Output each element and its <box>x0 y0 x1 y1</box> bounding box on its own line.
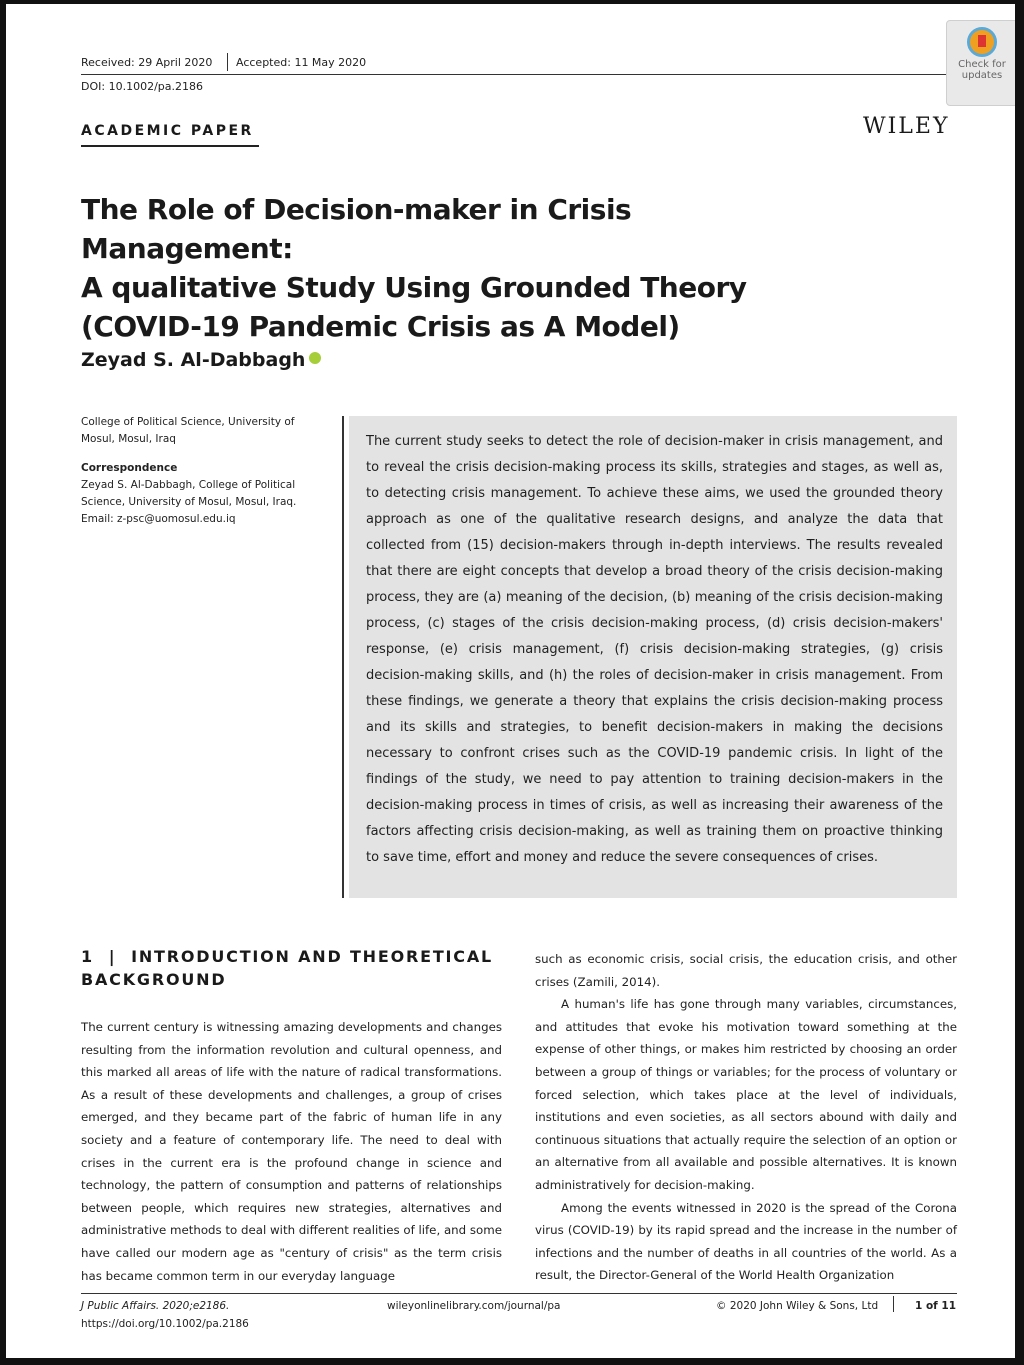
section-label: ACADEMIC PAPER <box>81 123 254 139</box>
publisher-logo: WILEY <box>863 114 950 139</box>
author-name: Zeyad S. Al-Dabbagh <box>81 349 306 371</box>
footer-journal: J Public Affairs. 2020;e2186. <box>81 1300 230 1312</box>
section-heading <box>81 945 521 991</box>
body-paragraph: The current century is witnessing amazing developments and changes resulting from the information revolution and cultural openness, and this marked all areas of life with the nature of radical transformations. As a result of these developments and challenges, a group of crises emerged, and they became part of the fabric of human life in any society and a feature of contemporary life. The need to deal with crises in the current era is the profound change in science and technology, the pattern of consumption and patterns of relationships between people, which requires new strategies, alternatives and administrative methods to deal with different realities of life, and some have called our modern age as "century of crisis" as the term crisis has became common term in our everyday language <box>81 1020 502 1283</box>
body-paragraph: Among the events witnessed in 2020 is the spread of the Corona virus (COVID-19) by its rapid spread and the increase in the number of infections and the number of deaths in all countries of the world. As a result, the Director-General of the World Health Organization <box>535 1200 957 1283</box>
header-rule <box>81 74 946 75</box>
affiliation-block <box>81 414 311 528</box>
abstract: The current study seeks to detect the role of decision-maker in crisis management, and to reveal the crisis decision-making process its skills, strategies and stages, as well as, to detecting crisis management. To achieve these aims, we used the grounded theory approach as one of the qualitative research designs, and analyze the data that collected from (15) decision-makers through in-depth interviews. The results revealed that there are eight concepts that develop a broad theory of the crisis decision-making process, they are (a) meaning of the decision, (b) meaning of the crisis decision-making process, (c) stages of the crisis decision-making process, (d) crisis decision-makers' response, (e) crisis management, (f) crisis decision-making strategies, (g) crisis decision-making skills, and (h) the roles of decision-maker in crisis management. From these findings, we generate a theory that explains the crisis decision-making process and its skills and strategies, to benefit decision-makers in making the decisions necessary to confront crises such as the COVID-19 pandemic crisis. In light of the findings of the study, we need to pay attention to training decision-makers in the decision-making process in times of crisis, as well as increasing their awareness of the factors affecting crisis decision-making, as well as training them on proactive thinking to save time, effort and money and reduce the severe consequences of crises. <box>349 416 957 898</box>
orcid-icon[interactable] <box>309 352 321 364</box>
body-column-right <box>535 948 957 1287</box>
footer-rule <box>81 1293 957 1294</box>
check-for-updates-button[interactable] <box>946 20 1015 106</box>
abstract-bar <box>342 416 344 898</box>
crossmark-icon <box>967 27 997 57</box>
section-heading-line: BACKGROUND <box>81 970 227 989</box>
accepted-date: Accepted: 11 May 2020 <box>236 56 367 69</box>
body-paragraph: such as economic crisis, social crisis, the education crisis, and other crises (Zamili, 2014). <box>535 952 957 989</box>
correspondence-address: Zeyad S. Al-Dabbagh, College of Political Science, University of Mosul, Mosul, Iraq. <box>81 479 297 508</box>
footer-divider <box>893 1296 894 1312</box>
page-number: 1 of 11 <box>915 1300 957 1312</box>
author <box>81 349 321 371</box>
footer-copyright: © 2020 John Wiley & Sons, Ltd <box>716 1300 879 1312</box>
check-for-updates-label: Check for updates <box>958 59 1006 81</box>
doi: DOI: 10.1002/pa.2186 <box>81 80 203 93</box>
body-column-left <box>81 1016 502 1287</box>
correspondence-heading: Correspondence <box>81 462 178 474</box>
meta-divider <box>227 53 228 71</box>
affiliation: College of Political Science, University of Mosul, Mosul, Iraq <box>81 416 295 445</box>
received-date: Received: 29 April 2020 <box>81 56 213 69</box>
section-heading-line: INTRODUCTION AND THEORETICAL <box>131 947 494 966</box>
title-line: A qualitative Study Using Grounded Theory <box>81 271 747 304</box>
title-line: The Role of Decision-maker in Crisis Management: <box>81 193 632 265</box>
footer-doi-link[interactable]: https://doi.org/10.1002/pa.2186 <box>81 1318 249 1330</box>
section-separator: | <box>108 947 117 966</box>
article-title <box>81 190 841 346</box>
correspondence-email[interactable]: Email: z-psc@uomosul.edu.iq <box>81 513 236 525</box>
section-label-underline <box>81 145 259 147</box>
section-number: 1 <box>81 947 94 966</box>
footer-site-link[interactable]: wileyonlinelibrary.com/journal/pa <box>387 1300 561 1312</box>
title-line: (COVID-19 Pandemic Crisis as A Model) <box>81 310 680 343</box>
paper-page <box>6 4 1015 1358</box>
body-paragraph: A human's life has gone through many variables, circumstances, and attitudes that evoke his motivation toward something at the expense of other things, or makes him restricted by choosing an order between a group of things or variables; for the process of voluntary or forced selection, which takes place at the level of individuals, institutions and even societies, as all sectors abound with daily and continuous situations that actually require the selection of an option or an alternative from all available and possible alternatives. It is known administratively for decision-making. <box>535 997 957 1192</box>
